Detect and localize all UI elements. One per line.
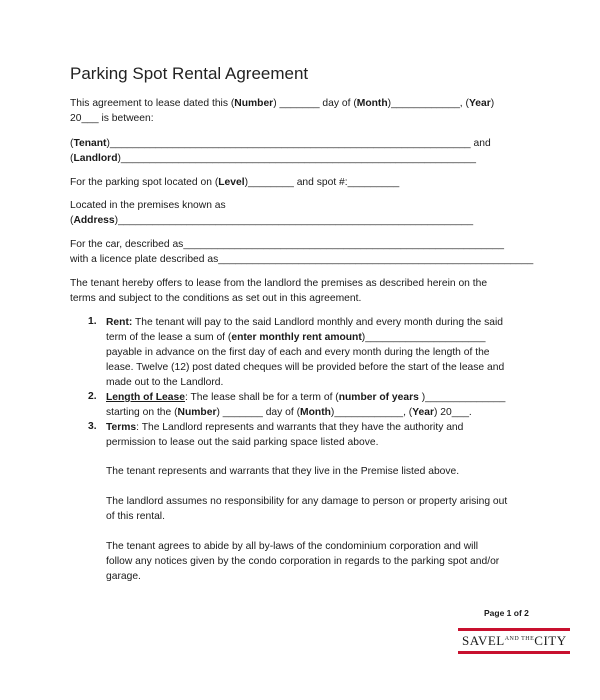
terms-paragraph-3-line-2: of this rental.: [106, 511, 165, 522]
terms-paragraph-4-line-1: The tenant agrees to abide by all by-laws of the condominium corporation and will: [106, 541, 479, 552]
rent-line-4: lease. Twelve (12) post dated cheques will be provided before the start of the lease and: [106, 362, 505, 373]
intro-line-1: This agreement to lease dated this (Number) _______ day of (Month)____________, (Year): [70, 98, 495, 109]
terms-line-2: permission to lease out the said parking space listed above.: [106, 437, 379, 448]
logo-bar-bottom: [458, 651, 570, 654]
item-number: 2.: [88, 391, 97, 402]
terms-line-1: Terms: The Landlord represents and warrants that they have the authority and: [106, 422, 464, 433]
lease-length-line-1: Length of Lease: The lease shall be for a term of (number of years )______________: [106, 392, 506, 403]
rent-line-3: payable in advance on the first day of each and every month during the length of the: [106, 347, 490, 358]
address-line: (Address)______________________________________________________________: [70, 215, 474, 226]
terms-paragraph-4-line-2: follow any notices given by the condo corporation in regards to the parking spot and/or: [106, 556, 500, 567]
parking-spot-line: For the parking spot located on (Level)________ and spot #:_________: [70, 177, 400, 188]
landlord-line: (Landlord)______________________________________________________________: [70, 153, 476, 164]
rent-line-2: term of the lease a sum of (enter monthly rent amount)_____________________: [106, 332, 486, 343]
car-line-2: with a licence plate described as_______________________________________________________: [70, 254, 534, 265]
car-line-1: For the car, described as________________________________________________________: [70, 239, 505, 250]
offer-line-1: The tenant hereby offers to lease from the landlord the premises as described herein on the: [70, 278, 488, 289]
company-logo: [458, 628, 570, 654]
intro-line-2: 20___ is between:: [70, 113, 154, 124]
logo-bar-top: [458, 628, 570, 631]
page-title: Parking Spot Rental Agreement: [70, 64, 309, 83]
item-number: 1.: [88, 316, 97, 327]
rent-line-1: Rent: The tenant will pay to the said Landlord monthly and every month during the said: [106, 317, 504, 328]
terms-paragraph-4-line-3: garage.: [106, 571, 141, 582]
lease-length-line-2: starting on the (Number) _______ day of (Month)____________, (Year) 20___.: [106, 407, 472, 418]
terms-paragraph-2: The tenant represents and warrants that they live in the Premise listed above.: [106, 466, 460, 477]
logo-text: $SAVEL^{AND THE}CITY$: [462, 633, 567, 648]
item-number: 3.: [88, 421, 97, 432]
tenant-line: (Tenant)_______________________________________________________________ and: [70, 138, 491, 149]
page-number: Page 1 of 2: [484, 608, 529, 618]
rent-line-5: made out to the Landlord.: [106, 377, 224, 388]
offer-line-2: terms and subject to the conditions as set out in this agreement.: [70, 293, 362, 304]
terms-paragraph-3-line-1: The landlord assumes no responsibility for any damage to person or property arising out: [106, 496, 508, 507]
premises-line-1: Located in the premises known as: [70, 200, 226, 211]
